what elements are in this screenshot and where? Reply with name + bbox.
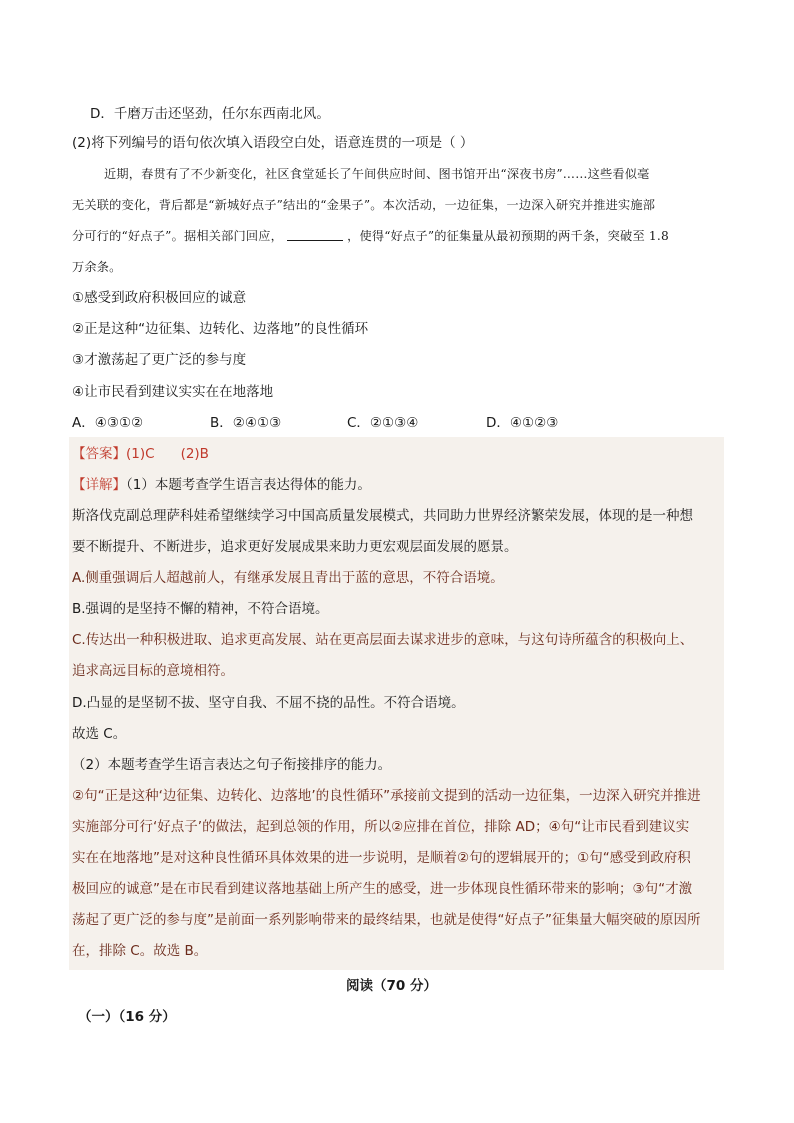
explain-p1b: 要不断提升、不断进步，追求更好发展成果来助力更宏观层面发展的愿景。 <box>72 539 518 555</box>
answer-2: (2)B <box>180 446 209 462</box>
explain-a: A.侧重强调后人超越前人，有继承发展且青出于蓝的意思，不符合语境。 <box>72 570 504 586</box>
explain-p1a: 斯洛伐克副总理萨科娃希望继续学习中国高质量发展模式，共同助力世界经济繁荣发展，体现的是一种想 <box>72 508 693 524</box>
passage-line-4: 万余条。 <box>72 260 122 274</box>
choice-a: A．④③①② <box>72 415 144 431</box>
passage-line-3: 分可行的“好点子”。据相关部门回应， ，使得“好点子”的征集量从最初预期的两千条，突破至 1.8 <box>72 229 669 243</box>
explain-c2: 追求高远目标的意境相符。 <box>72 663 234 679</box>
explain-line <box>72 475 371 495</box>
explain-q2-line-3: 实在在地落地”是对这种良性循环具体效果的进一步说明，是顺着②句的逻辑展开的；①句“感受到政府积 <box>72 850 691 866</box>
sentence-1: ①感受到政府积极回应的诚意 <box>72 290 247 306</box>
answer-tag: 【答案】 <box>72 446 126 462</box>
passage-line-2: 无关联的变化，背后都是“新城好点子”结出的“金果子”。本次活动，一边征集，一边深入研究并推进实施部 <box>72 198 656 212</box>
choice-c: C．②①③④ <box>347 415 419 431</box>
explain-intro: （1）本题考查学生语言表达得体的能力。 <box>126 477 371 493</box>
explain-c1: C.传达出一种积极进取、追求更高发展、站在更高层面去谋求进步的意味，与这句诗所蕴含的积极向上、 <box>72 632 694 648</box>
choice-d: D．④①②③ <box>486 415 559 431</box>
sentence-2: ②正是这种“边征集、边转化、边落地”的良性循环 <box>72 321 369 337</box>
question-2-stem: (2)将下列编号的语句依次填入语段空白处，语意连贯的一项是（ ） <box>72 135 474 151</box>
explain-q2-line-4: 极回应的诚意”是在市民看到建议落地基础上所产生的感受，进一步体现良性循环带来的影响；③句“才激 <box>72 881 693 897</box>
explain-choose-1: 故选 C。 <box>72 726 127 742</box>
answer-line <box>72 444 209 464</box>
passage-line-1: 近期，春贯有了不少新变化，社区食堂延长了午间供应时间、图书馆开出“深夜书房”……这些看似毫 <box>104 167 650 181</box>
section-part-1: （一）（16 分） <box>78 1009 176 1025</box>
explain-q2-line-1: ②句“正是这种‘边征集、边转化、边落地’的良性循环”承接前文提到的活动一边征集，一边深入研究并推进 <box>72 788 701 804</box>
section-reading-title: 阅读（70 分） <box>346 978 437 994</box>
choice-b: B．②④①③ <box>210 415 282 431</box>
explain-q2-line-2: 实施部分可行‘好点子’的做法，起到总领的作用，所以②应排在首位，排除 AD；④句“让市民看到建议实 <box>72 819 690 835</box>
sentence-4: ④让市民看到建议实实在在地落地 <box>72 384 274 400</box>
explain-q2-line-6: 在，排除 C。故选 B。 <box>72 943 208 959</box>
sentence-3: ③才激荡起了更广泛的参与度 <box>72 352 247 368</box>
fill-blank <box>287 227 343 241</box>
answer-1: (1)C <box>126 446 155 462</box>
option-d-prev: D．千磨万击还坚劲，任尔东西南北风。 <box>90 106 330 122</box>
explain-tag: 【详解】 <box>72 477 126 493</box>
explain-intro-2: （2）本题考查学生语言表达之句子衔接排序的能力。 <box>72 757 392 773</box>
explain-d: D.凸显的是坚韧不拔、坚守自我、不屈不挠的品性。不符合语境。 <box>72 695 465 711</box>
explain-b: B.强调的是坚持不懈的精神，不符合语境。 <box>72 601 329 617</box>
explain-q2-line-5: 荡起了更广泛的参与度”是前面一系列影响带来的最终结果，也就是使得“好点子”征集量大幅突破的原因所 <box>72 912 701 928</box>
